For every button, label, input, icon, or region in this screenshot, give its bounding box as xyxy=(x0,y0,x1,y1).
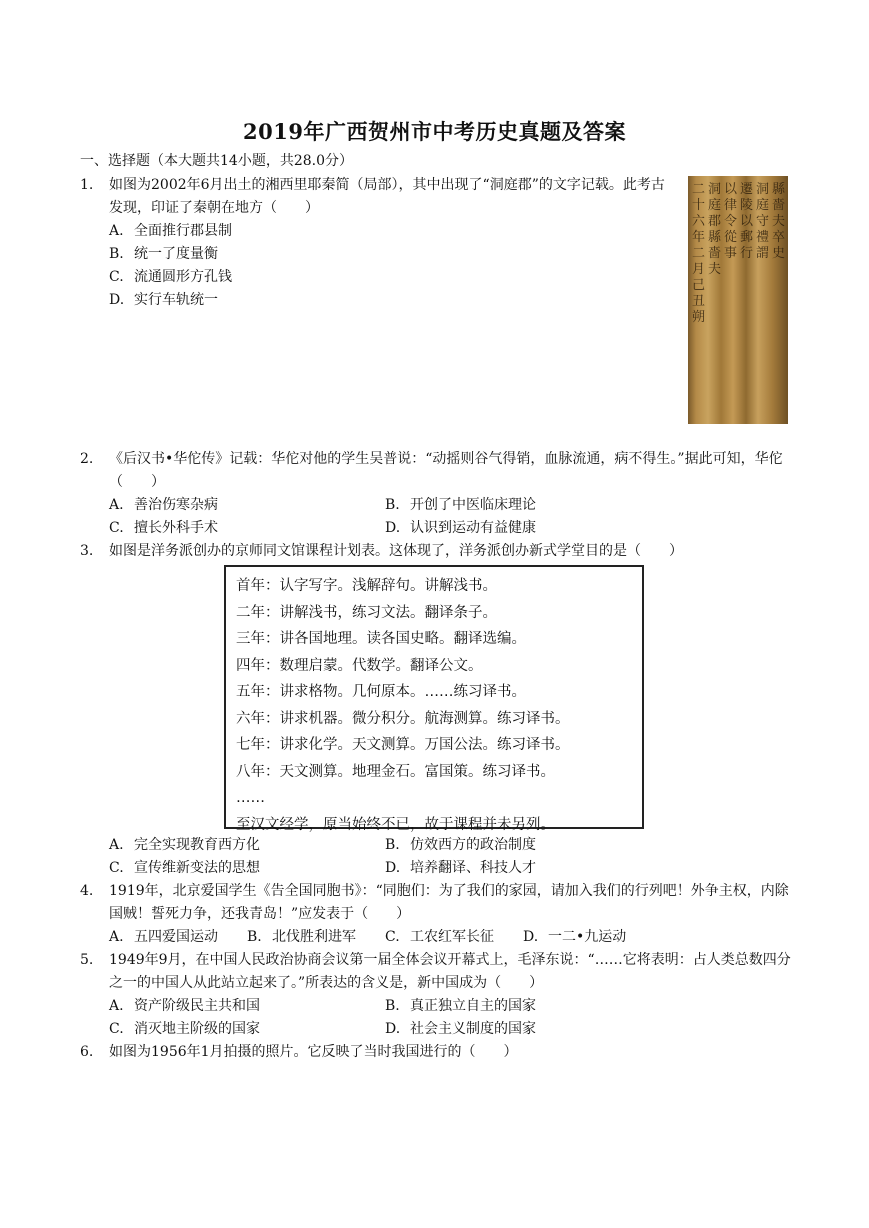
option-text: 宣传维新变法的思想 xyxy=(134,860,260,876)
option-c xyxy=(385,926,494,949)
option-letter: D. xyxy=(385,860,401,876)
option-text: 流通圆形方孔钱 xyxy=(134,269,232,285)
option-c xyxy=(109,517,218,540)
option-a xyxy=(109,926,218,949)
option-a xyxy=(109,834,260,857)
question-stem: 如图为2002年6月出土的湘西里耶秦简（局部），其中出现了“洞庭郡”的文字记载。此考古发现，印证了秦朝在地方（ ） xyxy=(109,177,665,216)
option-letter: C. xyxy=(109,860,124,876)
option-letter: D. xyxy=(523,929,539,945)
option-d xyxy=(385,517,536,540)
schedule-row: 至汉文经学，原当始终不已，故于课程并未另列。 xyxy=(236,816,555,833)
question-stem: 如图为1956年1月拍摄的照片。它反映了当时我国进行的（ ） xyxy=(109,1044,518,1060)
option-letter: B. xyxy=(385,998,400,1014)
option-letter: B. xyxy=(385,497,400,513)
schedule-row: 八年：天文测算。地理金石。富国策。练习译书。 xyxy=(236,763,555,780)
slip-column: 洞庭守禮謂 xyxy=(756,182,770,261)
schedule-row: 首年：认字写字。浅解辞句。讲解浅书。 xyxy=(236,578,497,594)
slip-column: 二十六年二月己丑朔 xyxy=(692,182,706,325)
question-6 xyxy=(80,1041,792,1064)
option-b xyxy=(109,243,218,266)
option-letter: A. xyxy=(109,998,124,1014)
question-stem: 如图是洋务派创办的京师同文馆课程计划表。这体现了，洋务派创办新式学堂目的是（ ） xyxy=(109,543,683,559)
option-text: 北伐胜利进军 xyxy=(272,929,356,945)
option-b xyxy=(247,926,356,949)
option-letter: B. xyxy=(385,837,400,853)
question-number: 6. xyxy=(80,1044,94,1060)
option-letter: C. xyxy=(109,269,124,285)
schedule-row: 五年：讲求格物。几何原本。……练习译书。 xyxy=(236,684,526,700)
option-text: 消灭地主阶级的国家 xyxy=(134,1021,260,1037)
option-text: 社会主义制度的国家 xyxy=(410,1021,536,1037)
slip-column: 洞庭郡縣嗇夫 xyxy=(708,182,722,277)
question-number: 2. xyxy=(80,451,94,467)
option-letter: A. xyxy=(109,497,124,513)
question-number: 5. xyxy=(80,952,94,968)
option-letter: B. xyxy=(109,246,124,262)
option-d xyxy=(523,926,626,949)
option-text: 认识到运动有益健康 xyxy=(410,520,536,536)
document-title: 2019年广西贺州市中考历史真题及答案 xyxy=(243,119,626,144)
option-b xyxy=(385,494,536,517)
option-d xyxy=(109,289,218,312)
option-text: 统一了度量衡 xyxy=(134,246,218,262)
option-letter: A. xyxy=(109,929,124,945)
option-text: 资产阶级民主共和国 xyxy=(134,998,260,1014)
schedule-row: 七年：讲求化学。天文测算。万国公法。练习译书。 xyxy=(236,737,570,753)
option-letter: C. xyxy=(109,1021,124,1037)
option-c xyxy=(109,266,232,289)
question-number: 1. xyxy=(80,177,94,193)
question-4 xyxy=(80,880,792,926)
slip-column: 以律令從事 xyxy=(724,182,738,261)
option-letter: A. xyxy=(109,223,124,239)
option-c xyxy=(109,1018,260,1041)
option-a xyxy=(109,494,218,517)
option-b xyxy=(385,995,536,1018)
option-text: 开创了中医临床理论 xyxy=(410,497,536,513)
question-stem: 1919年，北京爱国学生《告全国同胞书》：“同胞们：为了我们的家园，请加入我们的行列吧！外争主权，内除国贼！誓死力争，还我青岛！”应发表于（ ） xyxy=(109,883,789,922)
option-text: 实行车轨统一 xyxy=(134,292,218,308)
question-stem: 1949年9月，在中国人民政治协商会议第一届全体会议开幕式上，毛泽东说：“……它将表明：占人类总数四分之一的中国人从此站立起来了。”所表达的含义是，新中国成为（ ） xyxy=(109,952,791,991)
option-a xyxy=(109,220,232,243)
option-text: 培养翻译、科技人才 xyxy=(410,860,536,876)
schedule-row: 二年：讲解浅书，练习文法。翻译条子。 xyxy=(236,604,497,621)
section-heading: 一、选择题（本大题共14小题，共28.0分） xyxy=(80,153,353,169)
option-letter: B. xyxy=(247,929,262,945)
option-a xyxy=(109,995,260,1018)
option-text: 善治伤寒杂病 xyxy=(134,497,218,513)
course-schedule-table xyxy=(224,565,644,833)
question-3 xyxy=(80,540,792,563)
option-letter: D. xyxy=(385,1021,401,1037)
question-2 xyxy=(80,448,792,494)
option-letter: D. xyxy=(385,520,401,536)
option-text: 仿效西方的政治制度 xyxy=(410,837,536,853)
option-d xyxy=(385,1018,536,1041)
option-letter: A. xyxy=(109,837,124,853)
schedule-row: …… xyxy=(236,790,265,806)
option-text: 全面推行郡县制 xyxy=(134,223,232,239)
slip-column: 縣嗇夫卒史 xyxy=(772,182,786,261)
question-stem: 《后汉书•华佗传》记载：华佗对他的学生吴普说：“动摇则谷气得销，血脉流通，病不得生。”据此可知，华佗（ ） xyxy=(109,451,783,490)
schedule-row: 三年：讲各国地理。读各国史略。翻译选编。 xyxy=(236,631,526,647)
option-text: 一二•九运动 xyxy=(548,929,627,945)
option-text: 完全实现教育西方化 xyxy=(134,837,260,853)
schedule-row: 六年：讲求机器。微分积分。航海测算。练习译书。 xyxy=(236,710,570,727)
option-b xyxy=(385,834,536,857)
option-d xyxy=(385,857,536,880)
bamboo-slip-image xyxy=(688,176,788,424)
question-number: 4. xyxy=(80,883,94,899)
option-text: 五四爱国运动 xyxy=(134,929,218,945)
option-letter: C. xyxy=(385,929,400,945)
option-text: 擅长外科手术 xyxy=(134,520,218,536)
option-c xyxy=(109,857,260,880)
question-1 xyxy=(80,174,670,220)
option-text: 工农红军长征 xyxy=(410,929,494,945)
question-number: 3. xyxy=(80,543,94,559)
question-5 xyxy=(80,949,792,995)
slip-column: 遷陵以郵行 xyxy=(740,182,754,261)
option-letter: D. xyxy=(109,292,125,308)
option-text: 真正独立自主的国家 xyxy=(410,998,536,1014)
option-letter: C. xyxy=(109,520,124,536)
schedule-row: 四年：数理启蒙。代数学。翻译公文。 xyxy=(236,657,483,674)
